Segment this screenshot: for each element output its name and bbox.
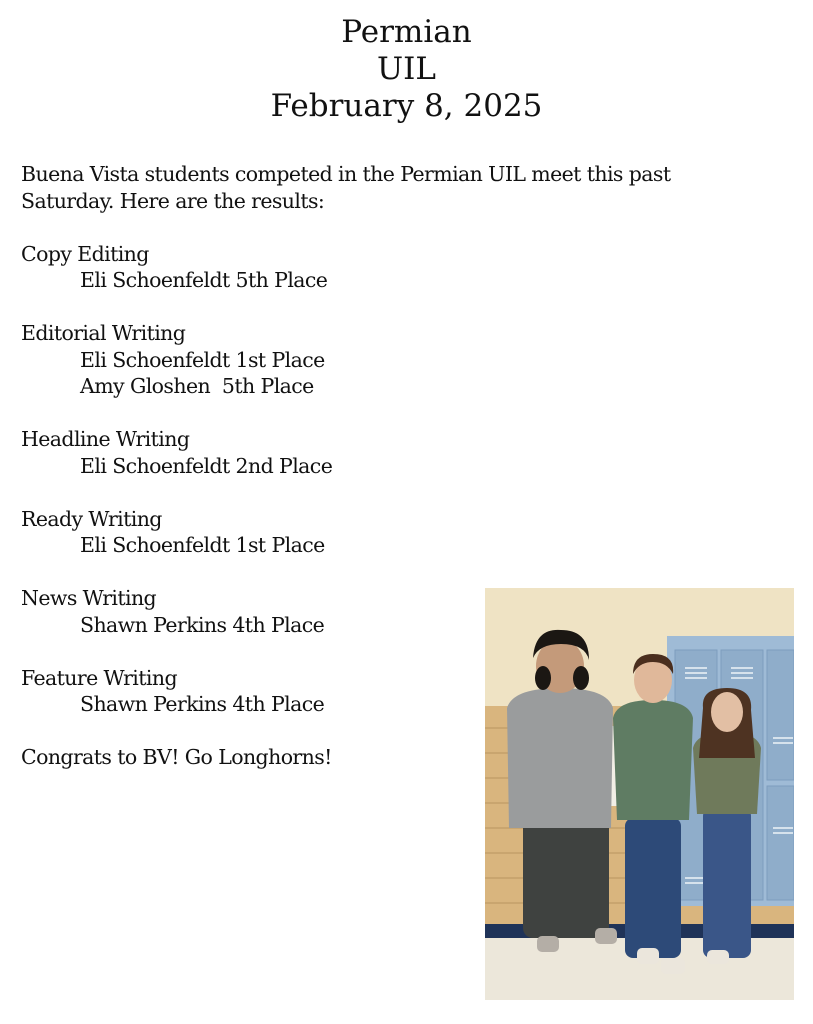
event-result: Shawn Perkins 4th Place bbox=[80, 692, 325, 716]
event-result: Amy Gloshen 5th Place bbox=[80, 374, 314, 398]
title-location: Permian bbox=[341, 14, 472, 50]
event-name: Ready Writing bbox=[21, 506, 162, 531]
event-copy-editing bbox=[21, 241, 670, 294]
event-result: Shawn Perkins 4th Place bbox=[80, 612, 325, 637]
intro-line-1: Buena Vista students competed in the Permian UIL meet this past bbox=[21, 162, 671, 186]
title-date: February 8, 2025 bbox=[270, 88, 543, 124]
event-result: Eli Schoenfeldt 1st Place bbox=[80, 533, 325, 557]
event-headline-writing bbox=[21, 426, 670, 479]
event-result: Eli Schoenfeldt 1st Place bbox=[80, 347, 325, 372]
title-event: UIL bbox=[377, 51, 436, 87]
closing-line: Congrats to BV! Go Longhorns! bbox=[21, 745, 332, 769]
event-name: News Writing bbox=[21, 586, 157, 610]
event-name: Feature Writing bbox=[21, 665, 177, 690]
event-name: Copy Editing bbox=[21, 241, 149, 266]
event-result: Eli Schoenfeldt 5th Place bbox=[80, 268, 328, 292]
team-photo-illustration bbox=[485, 588, 794, 1000]
event-ready-writing bbox=[21, 506, 670, 559]
event-name: Headline Writing bbox=[21, 427, 190, 451]
team-photo bbox=[485, 588, 794, 1000]
intro-line-2: Saturday. Here are the results: bbox=[21, 188, 325, 213]
person-right bbox=[693, 688, 761, 964]
event-name: Editorial Writing bbox=[21, 321, 186, 345]
event-editorial-writing bbox=[21, 320, 670, 400]
event-result: Eli Schoenfeldt 2nd Place bbox=[80, 453, 333, 478]
document-title bbox=[0, 14, 813, 125]
